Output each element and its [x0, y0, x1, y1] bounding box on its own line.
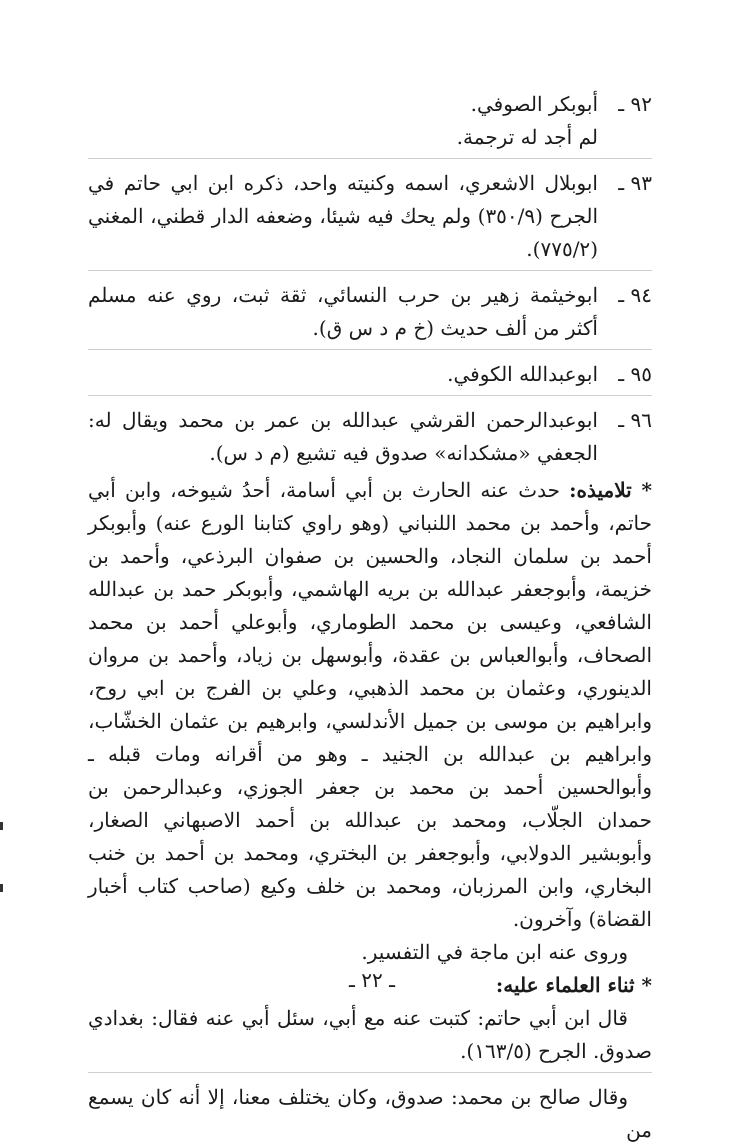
entry-93	[88, 167, 652, 266]
praise-paragraph: قال ابن أبي حاتم: كتبت عنه مع أبي، سئل أبي عنه فقال: بغدادي صدوق. الجرح (١٦٣/٥).	[88, 1006, 652, 1063]
students-text: حدث عنه الحارث بن أبي أسامة، أحدُ شيوخه، وابن أبي حاتم، وأحمد بن محمد اللنباني (وهو راوي كتابنا الورع عنه) وأبوبكر أحمد بن سلمان النجاد، والحسين بن صفوان البرذعي، وأحمد بن خزيمة، وأبوجعفر عبدالله بن بريه الهاشمي، وأبوبكر حمد بن عبدالله الشافعي، وعيسى بن محمد الطوماري، وأبوعلي أحمد بن محمد الصحاف، وأبوالعباس بن عقدة، وأبوسهل بن زياد، وأحمد بن مروان الدينوري، وعثمان بن محمد الذهبي، وعلي بن الفرج بن ابي روح، وابراهيم بن موسى بن جميل الأندلسي، وابرهيم بن عثمان الخشّاب، وابراهيم بن عبدالله بن الجنيد ـ وهو من أقرانه ومات قبله ـ وأبوالحسين أحمد بن محمد بن جعفر الجوزي، وعبدالرحمن بن حمدان الجلّاب، ومحمد بن عبدالله بن أحمد الاصبهاني الصغار، وأبوبشير الدولابي، وأبوجعفر بن البختري، ومحمد بن أحمد بن خنب البخاري، وابن المرزبان، ومحمد بن خلف وكيع (صاحب كتاب أخبار القضاة) وآخرون.	[88, 478, 652, 931]
entry-line: أبوبكر الصوفي.	[470, 92, 598, 116]
students-heading: * تلاميذه:	[569, 478, 652, 502]
divider	[88, 158, 652, 159]
students-paragraph	[88, 474, 652, 936]
entry-number: ٩٣ ـ	[618, 171, 652, 195]
divider	[88, 1072, 652, 1073]
entry-text: ابوبلال الاشعري، اسمه وكنيته واحد، ذكره ابن ابي حاتم في الجرح (٣٥٠/٩) ولم يحك فيه شيئا، وضعفه الدار قطني، المغني (٧٧٥/٢).	[88, 171, 599, 261]
entry-line: لم أجد له ترجمة.	[456, 125, 598, 149]
entry-number: ٩٢ ـ	[618, 92, 652, 116]
praise-paragraph: وقال صالح بن محمد: صدوق، وكان يختلف معنا، إلا أنه كان يسمع من	[88, 1085, 652, 1142]
entry-94	[88, 279, 652, 345]
entry-text: ابوعبدالله الكوفي.	[447, 362, 598, 386]
divider	[88, 270, 652, 271]
scan-mark	[0, 822, 3, 830]
entry-number: ٩٦ ـ	[618, 408, 652, 432]
entry-text: ابوعبدالرحمن القرشي عبدالله بن عمر بن محمد ويقال له: الجعفي «مشكدانه» صدوق فيه تشيع (م د س).	[88, 408, 598, 465]
entry-number: ٩٤ ـ	[618, 283, 652, 307]
divider	[88, 349, 652, 350]
entry-number: ٩٥ ـ	[618, 362, 652, 386]
entry-text: ابوخيثمة زهير بن حرب النسائي، ثقة ثبت، روي عنه مسلم أكثر من ألف حديث (خ م د س ق).	[88, 283, 598, 340]
scan-mark	[0, 884, 3, 892]
entry-92	[88, 88, 652, 154]
entry-95	[88, 358, 652, 391]
tafsir-line: وروى عنه ابن ماجة في التفسير.	[361, 940, 628, 964]
entry-text	[88, 88, 598, 154]
divider	[88, 395, 652, 396]
page-number: ـ ٢٢ ـ	[349, 968, 395, 992]
praise-heading: * ثناء العلماء عليه:	[495, 973, 652, 997]
entry-96	[88, 404, 652, 470]
